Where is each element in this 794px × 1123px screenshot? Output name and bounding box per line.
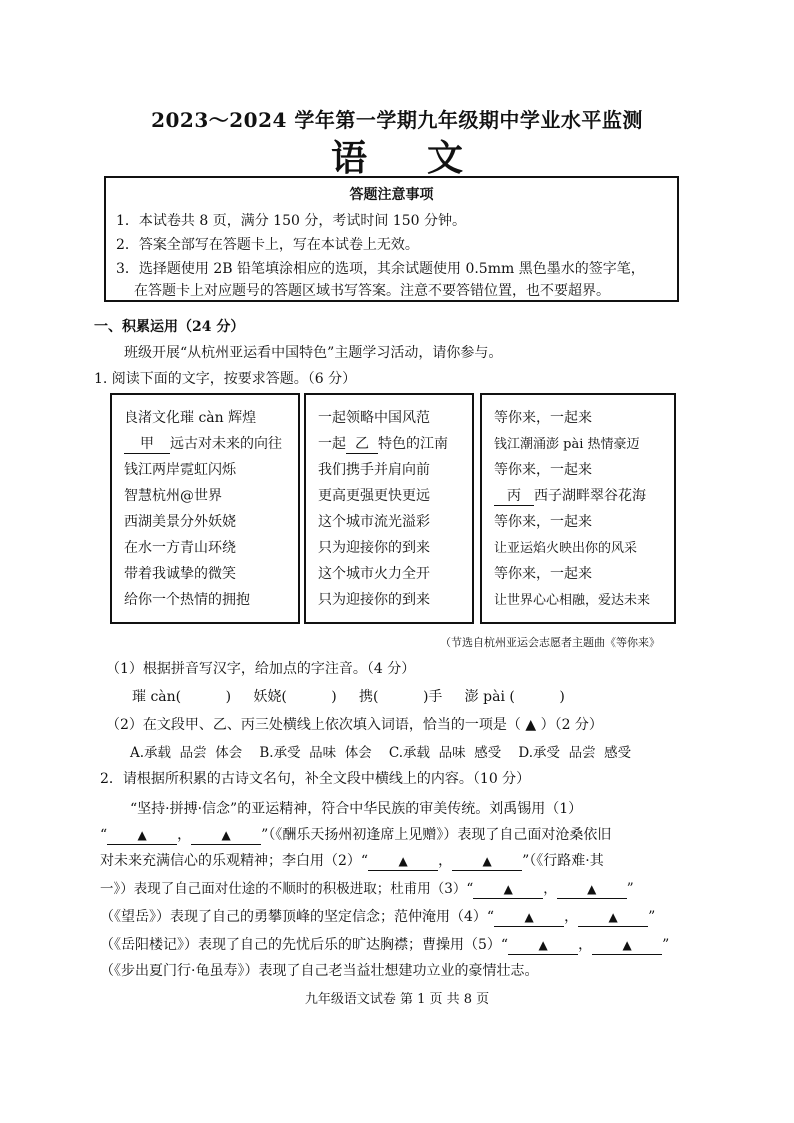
answer-blank[interactable]: ▲ <box>368 852 438 871</box>
answer-blank[interactable]: ▲ <box>107 826 177 845</box>
subject-title: 语文 <box>330 137 523 179</box>
poem-line: 这个城市流光溢彩 <box>318 514 430 530</box>
exam-title: 2023～2024 学年第一学期九年级期中学业水平监测 <box>151 108 643 132</box>
notice-item-3-cont: 在答题卡上对应题号的答题区域书写答案。注意不要答错位置，也不要超界。 <box>134 283 610 299</box>
poem-line: 更高更强更快更远 <box>318 488 430 504</box>
poem-line: 等你来，一起来 <box>494 462 592 478</box>
question-2: 2．请根据所积累的古诗文名句，补全文段中横线上的内容。（10 分） <box>100 771 531 787</box>
blank-bing: 丙 <box>494 485 534 506</box>
poem-line: 这个城市火力全开 <box>318 566 430 582</box>
poem-line: 甲 远古对未来的向往 <box>124 433 282 454</box>
answer-blank[interactable]: ▲ <box>578 908 648 927</box>
notice-heading: 答题注意事项 <box>349 187 434 203</box>
poem-line: 在水一方青山环绕 <box>124 540 236 556</box>
poem-line: 给你一个热情的拥抱 <box>124 592 250 608</box>
answer-blank[interactable]: ▲ <box>508 936 578 955</box>
question-1-1: （1）根据拼音写汉字，给加点的字注音。（4 分） <box>106 661 416 677</box>
question-2-line: “ ▲ ， ▲ ”（《酬乐天扬州初逢席上见赠》）表现了自己面对沧桑依旧 <box>100 827 612 843</box>
poem-line: 让亚运焰火映出你的风采 <box>494 541 638 556</box>
poem-line: 带着我诚挚的微笑 <box>124 566 236 582</box>
poem-line: 西湖美景分外妖娆 <box>124 514 236 530</box>
answer-blank[interactable]: ▲ <box>452 852 522 871</box>
question-1-1-items: 璀 càn( ) 妖娆( ) 携( )手 澎 pài ( ) <box>132 689 565 705</box>
question-2-line: （《望岳》）表现了自己的勇攀顶峰的坚定信念；范仲淹用（4）“ ▲ ， ▲ ” <box>100 909 656 925</box>
answer-blank[interactable]: ▲ <box>191 826 261 845</box>
poem-line: 钱江潮涌澎 pài 热情豪迈 <box>494 437 640 452</box>
notice-item-3: 3．选择题使用 2B 铅笔填涂相应的选项，其余试题使用 0.5mm 黑色墨水的签字笔， <box>116 261 645 277</box>
page-footer: 九年级语文试卷 第 1 页 共 8 页 <box>304 992 490 1007</box>
answer-blank[interactable]: ▲ <box>592 936 662 955</box>
section1-heading: 一、积累运用（24 分） <box>94 319 245 335</box>
blank-yi: 乙 <box>346 433 378 454</box>
answer-blank[interactable]: ▲ <box>473 880 543 899</box>
poem-line: 只为迎接你的到来 <box>318 540 430 556</box>
question-1: 1. 阅读下面的文字，按要求答题。（6 分） <box>94 371 357 387</box>
question-2-line: 对未来充满信心的乐观精神；李白用（2）“ ▲ ， ▲ ”（《行路难·其 <box>100 853 604 869</box>
poem-line: 良渚文化璀 càn 辉煌 <box>124 410 257 426</box>
poem-line: 等你来，一起来 <box>494 514 592 530</box>
poem-source: （节选自杭州亚运会志愿者主题曲《等你来》 <box>440 636 660 649</box>
answer-blank[interactable]: ▲ <box>494 908 564 927</box>
poem-line: 智慧杭州@世界 <box>124 488 222 504</box>
notice-item-2: 2．答案全部写在答题卡上，写在本试卷上无效。 <box>116 237 419 253</box>
blank-jia: 甲 <box>124 433 170 454</box>
answer-blank[interactable]: ▲ <box>557 880 627 899</box>
question-1-2: （2）在文段甲、乙、丙三处横线上依次填入词语，恰当的一项是（ ▲ ）（2 分） <box>106 717 603 733</box>
poem-line: 丙 西子湖畔翠谷花海 <box>494 485 646 506</box>
poem-line: 一起 乙 特色的江南 <box>318 433 448 454</box>
poem-line: 只为迎接你的到来 <box>318 592 430 608</box>
poem-box-3 <box>480 393 676 624</box>
poem-line: 钱江两岸霓虹闪烁 <box>124 462 236 478</box>
question-2-line: （《步出夏门行·龟虽寿》）表现了自己老当益壮想建功立业的豪情壮志。 <box>100 963 539 979</box>
question-1-2-options: A.承载 品尝 体会 B.承受 品味 体会 C.承载 品味 感受 D.承受 品尝 感受 <box>130 745 632 761</box>
poem-line: 我们携手并肩向前 <box>318 462 430 478</box>
poem-line: 等你来，一起来 <box>494 410 592 426</box>
section1-intro: 班级开展“从杭州亚运看中国特色”主题学习活动，请你参与。 <box>124 345 503 361</box>
poem-line: 等你来，一起来 <box>494 566 592 582</box>
question-2-line: 一》）表现了自己面对仕途的不顺时的积极进取；杜甫用（3）“ ▲ ， ▲ ” <box>100 881 634 897</box>
poem-line: 一起领略中国风范 <box>318 410 430 426</box>
question-2-line: （《岳阳楼记》）表现了自己的先忧后乐的旷达胸襟；曹操用（5）“ ▲ ， ▲ ” <box>100 937 670 953</box>
poem-box-1 <box>110 393 300 624</box>
poem-line: 让世界心心相融，爱达未来 <box>494 593 651 608</box>
notice-item-1: 1．本试卷共 8 页，满分 150 分，考试时间 150 分钟。 <box>116 213 466 229</box>
poem-box-2 <box>304 393 474 624</box>
question-2-para: “坚持·拼搏·信念”的亚运精神，符合中华民族的审美传统。刘禹锡用（1） <box>130 801 583 817</box>
notice-box <box>104 176 679 302</box>
